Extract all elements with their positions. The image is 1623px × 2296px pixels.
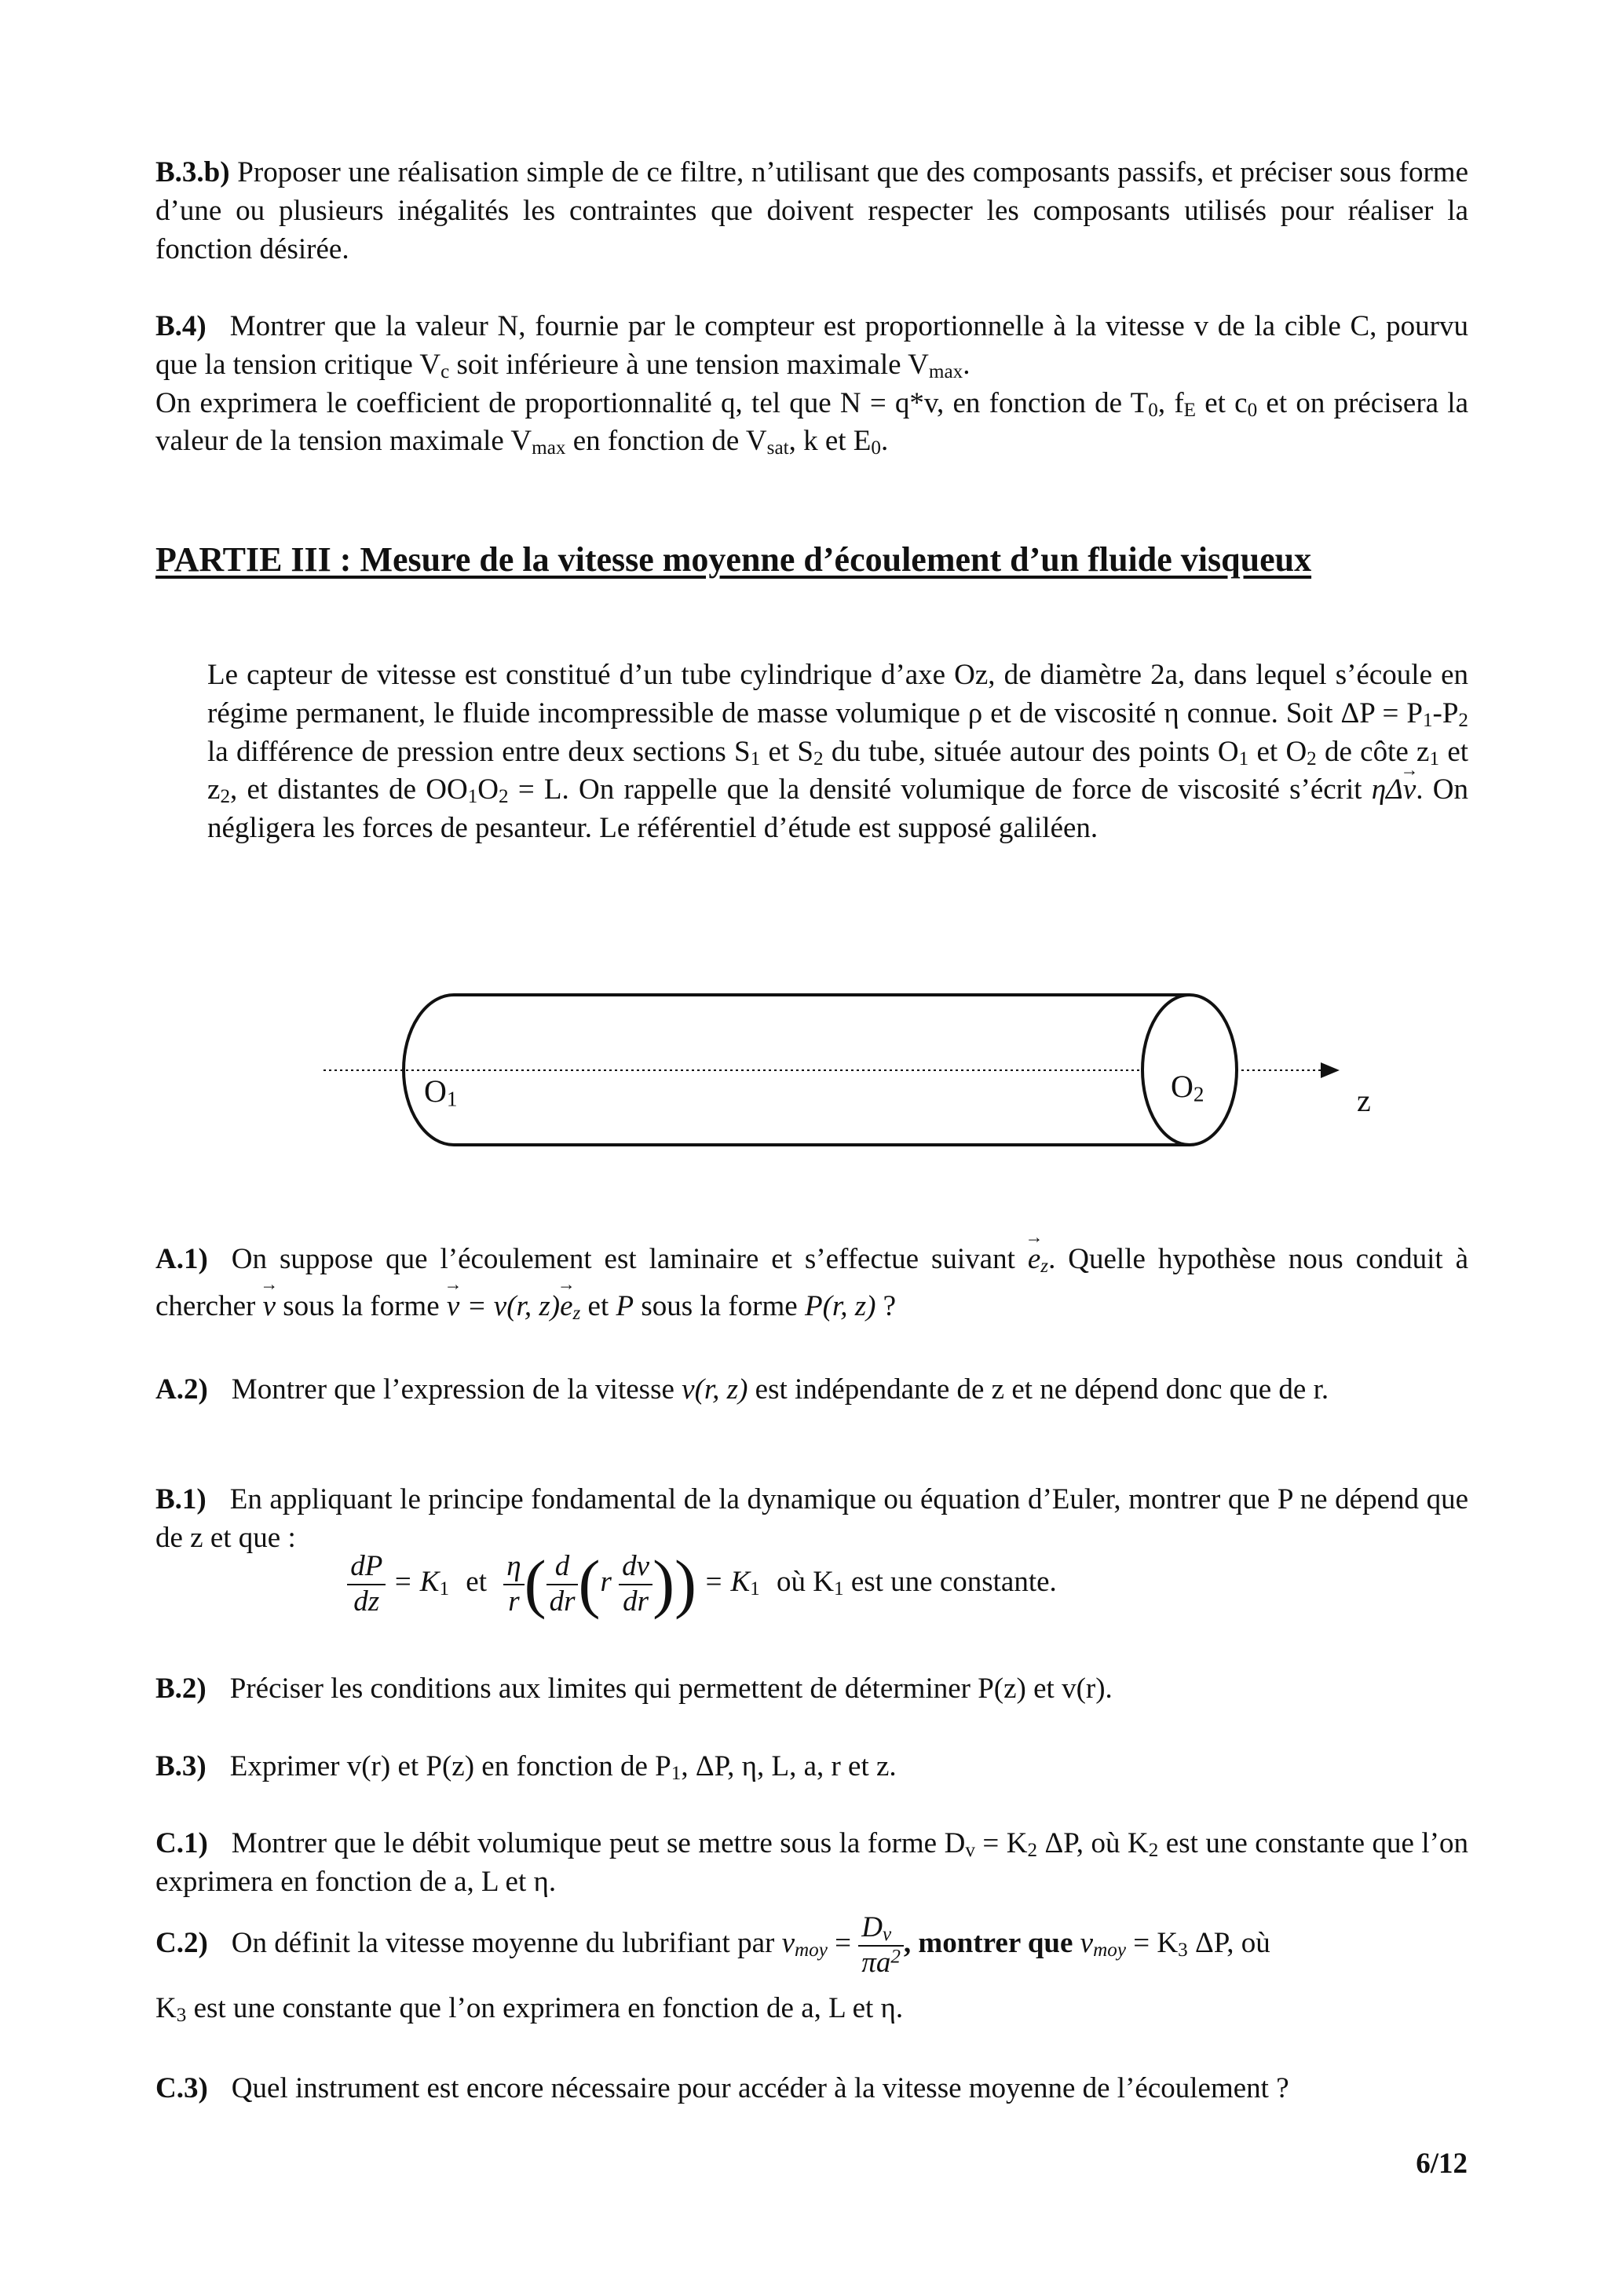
question-text: Proposer une réalisation simple de ce filtre, n’utilisant que des composants passifs, et préciser sous forme d’une ou plusieurs inégalités les contraintes que doivent respecter les composants utilisés pour réaliser la fonction désirée. bbox=[155, 156, 1469, 265]
question-c1: C.1) Montrer que le débit volumique peut se mettre sous la forme $D_v = K_2$ ΔP, où $K_2$ est une constante que l’on exprimera en fonction de a, L et η. bbox=[155, 1827, 1468, 1898]
question-c3: C.3) Quel instrument est encore nécessaire pour accéder à la vitesse moyenne de l’écoulement ? bbox=[155, 2072, 1289, 2104]
question-label: B.4) bbox=[155, 310, 207, 342]
question-a1: A.1) On suppose que l’écoulement est laminaire et s’effectue suivant → $e_z$. Quelle hypothèse nous conduit à chercher → v sous la forme → v = v(r, $z)\to e_z$ et P sous la forme P(r, z) ? bbox=[155, 1236, 1468, 1330]
intro-paragraph: Le capteur de vitesse est constitué d’un tube cylindrique d’axe Oz, de diamètre 2a, dans lequel s’écoule en régime permanent, le fluide incompressible de masse volumique ρ et de viscosité η connue. Soit $\Delta P = P_1-P_2$ la différence de pression entre deux sections $S_1$ et $S_2$ du tube, située autour des points $O_1$ et $O_2$ de côte $z_1$ et $z_2$, et distantes de $OO_1O_2 = L$. On rappelle que la densité volumique de force de viscosité s’écrit ηΔ→ v. On négligera les forces de pesanteur. Le référentiel d’étude est supposé galiléen. bbox=[207, 656, 1468, 848]
label-o2: $O_2$ bbox=[1171, 1069, 1204, 1106]
viscosity-formula: ηΔ bbox=[1371, 773, 1403, 806]
question-label: B.3.b) bbox=[155, 156, 230, 188]
question-a2: A.2) Montrer que l’expression de la vitesse v(r, z) est indépendante de z et ne dépend donc que de r. bbox=[155, 1373, 1329, 1406]
question-b3: B.3) Exprimer v(r) et P(z) en fonction de $P_1$, ΔP, η, L, a, r et z. bbox=[155, 1750, 897, 1785]
section-heading: PARTIE III : Mesure de la vitesse moyenne d’écoulement d’un fluide visqueux bbox=[155, 540, 1312, 579]
question-b2: B.2) Préciser les conditions aux limites qui permettent de déterminer P(z) et v(r). bbox=[155, 1673, 1113, 1705]
page-number: 6/12 bbox=[1416, 2148, 1468, 2180]
equation-b1: $\frac{dP}{dz}$ = $K_1$ et $\frac{\eta}{r}$ ( $\frac{d}{dr}$ (r $\frac{dv}{dr}$ )) = $K_1$ où $K_1$ est une constante. bbox=[46, 1550, 1358, 1618]
question-c2: C.2) On définit la vitesse moyenne du lubrifiant par $v_{moy}$ = $\frac{D_v}{\pi a^2}$ , montrer que $v_{moy} = K_3$ ΔP, où $K_3$ est une constante que l’on exprimera en fonction de a, L et η. bbox=[155, 1911, 1270, 2027]
question-b4: B.4) Montrer que la valeur N, fournie par le compteur est proportionnelle à la vitesse v de la cible C, pourvu que la tension critique $V_c$ soit inférieure à une tension maximale $V_{max}$. On exprimera le coefficient de proportionnalité q, tel que N = q*v, en fonction de $T_0$, $f_E$ et $c_0$ et on précisera la valeur de la tension maximale $V_{max}$ en fonction de $V_{sat}$, k et $E_0$. bbox=[155, 310, 1469, 459]
axis-arrow bbox=[1321, 1062, 1340, 1078]
label-z-axis: z bbox=[1357, 1083, 1371, 1118]
question-b1: B.1) En appliquant le principe fondamental de la dynamique ou équation d’Euler, montrer que P ne dépend que de z et que : bbox=[155, 1483, 1468, 1554]
label-o1: $O_1$ bbox=[424, 1073, 458, 1111]
